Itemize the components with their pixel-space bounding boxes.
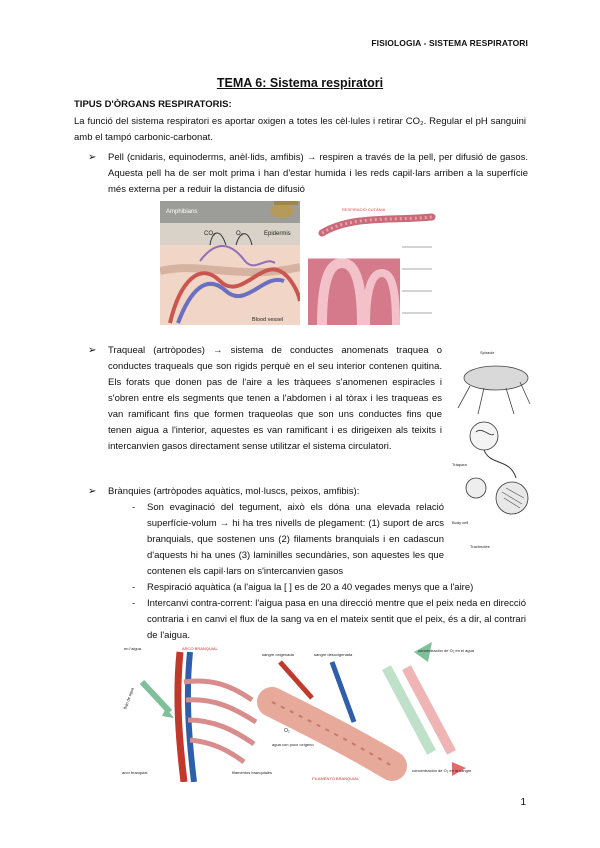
gills-flow-label: flujo de agua [122, 686, 135, 710]
water-low-o2-label: agua con poco oxígeno [272, 742, 314, 747]
sub-bullet-1: - Son evaginació del tegument, això els dóna una elevada relació superfície-volum → hi ha tres nivells de plegament: (1) suport de arcs branquials, que sostenen uns (2) filaments branquials i en cadascun d'aquests hi ha unes (3) laminilles secundàries, son aquestes les que contenen els capil·lars on s'intercanvien gasos [132, 500, 444, 580]
section-title: TIPUS D'ÒRGANS RESPIRATORIS: [74, 99, 232, 110]
sub-bullet-1-text: Son evaginació del tegument, això els dóna una elevada relació superfície-volum → hi ha tres nivells de plegament: (1) suport de arcs branquials, que sostenen uns (2) filaments branquials i en cadascun d'aquests hi ha unes (3) laminilles secundàries, son aquestes les que contenen els capil·lars on s'intercanvien gasos [147, 502, 444, 577]
bullet-pell [90, 150, 528, 198]
gills-arc-heading: ARCO BRANQUIAL [182, 646, 218, 651]
epidermis-label: Epidermis [264, 231, 291, 237]
gills-filaments-label: filamentos branquiales [232, 770, 273, 775]
tracheoles-label: Tracheoles [470, 544, 490, 549]
sub-bullet-3: - Intercanvi contra-corrent: l'aigua pasa en una direcció mentre que el peix neda en direcció contraria i en canvi el flux de la sang va en el mateix sentit que el peix, és a dir, al contrari de l'aigua. [132, 596, 526, 644]
deoxygenated-label: sangre desoxigenada [314, 652, 353, 657]
trachea-label: Tràquea [452, 462, 467, 467]
spiracle-label: Spiracle [480, 350, 495, 355]
bullet-branquies [90, 484, 528, 500]
bullet-pell-text: Pell (cnidaris, equinoderms, anèl·lids, amfibis) → respiren a través de la pell, per difusió de gasos. Aquesta pell ha de ser molt prima i han d'estar humida i les reds capil·lars arriben a la superfície més externa per a reduir la distancia de difusió [108, 152, 528, 195]
bullet-traqueal-text: Traqueal (artròpodes) → sistema de conductes anomenats traquea o conductes traqueals que son rigids perquè en el seu interior contenen quitina. Els forats que donen pas de l'aire a les tràquees s'anomenen espiracles i s'obren entre els segments que tenen a l'abdomen i al tòrax i les traqueas es van ramificant fins que formen traqueolas que son uns conductes fins que tenen aigua a l'interior, aquestes es van ramificant i es dirigeixen als teixits i intercanvien gasos directament sense utilitzar el sistema circulatori. [108, 345, 442, 452]
gills-water-label: en l'aigua [124, 646, 141, 651]
co2-label: CO₂ [204, 231, 216, 237]
arrow-bullet-icon: ➢ [88, 152, 97, 163]
oxygenated-label: sangre oxigenada [262, 652, 294, 657]
worm-cutaneous-figure [302, 203, 438, 329]
gills-o2-label: O₂ [284, 728, 290, 734]
bullet-branquies-text: Brànquies (artròpodes aquàtics, mol·luscs, peixos, amfibis): [108, 486, 360, 497]
intro-paragraph: La funció del sistema respiratori es aportar oxigen a totes les cèl·lules i retirar CO₂. Regular el pH sanguini amb el tampó carbonic-carbonat. [74, 116, 526, 143]
conc-water-label: concentración de O₂ en el agua [418, 648, 475, 653]
running-header: FISIOLOGIA - SISTEMA RESPIRATORI [371, 38, 528, 48]
worm-heading: RESPIRACIÓ CUTÀNIA [342, 207, 386, 212]
page-title: TEMA 6: Sistema respiratori [216, 76, 384, 90]
amphibian-skin-figure [160, 201, 300, 325]
arrow-bullet-icon: ➢ [88, 345, 97, 356]
amphibian-heading: Amphibians [166, 209, 198, 215]
gills-arc-bottom-label: arco branquial [122, 770, 148, 775]
sub-bullet-2-text: Respiració aquàtica (a l'aigua la [ ] es de 20 a 40 vegades menys que a l'aire) [147, 582, 474, 593]
insect-tracheal-figure [450, 348, 532, 554]
body-cell-label: Body cell [452, 520, 469, 525]
page-number: 1 [520, 797, 526, 808]
sub-bullet-2: - Respiració aquàtica (a l'aigua la [ ] es de 20 a 40 vegades menys que a l'aire) [132, 580, 526, 596]
blood-vessel-label: Blood vessel [252, 317, 284, 323]
lamellae-heading: FILAMENTO BRANQUIAL [312, 776, 360, 781]
bullet-traqueal [90, 343, 442, 455]
conc-blood-label: concentración de O₂ en la sangre [412, 768, 472, 773]
o2-label: O₂ [236, 231, 243, 237]
arrow-bullet-icon: ➢ [88, 486, 97, 497]
gills-figure [122, 642, 476, 782]
sub-bullet-3-text: Intercanvi contra-corrent: l'aigua pasa en una direcció mentre que el peix neda en direcció contraria i en canvi el flux de la sang va en el mateix sentit que el peix, és a dir, al contrari de l'aigua. [147, 598, 526, 641]
